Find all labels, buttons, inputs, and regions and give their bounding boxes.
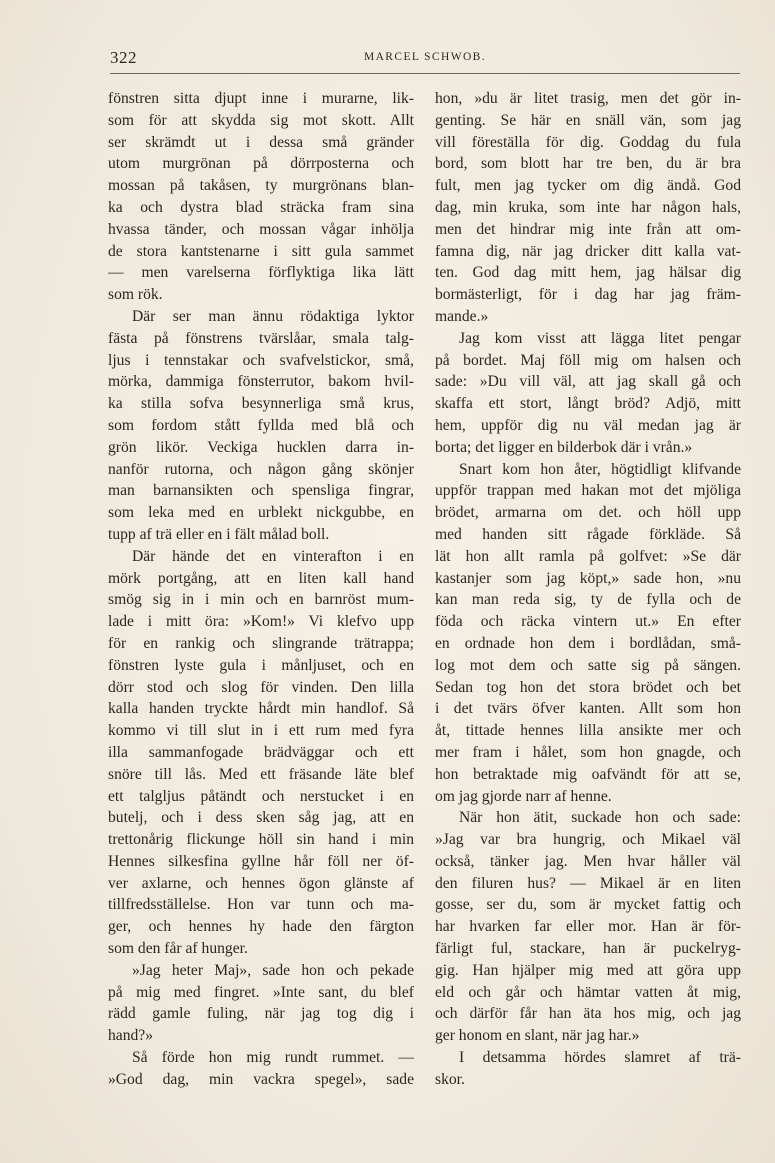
text-line: och därför får han äta hos mig, och jag	[435, 1005, 741, 1023]
text-line: Där ser man ännu rödaktiga lyktor	[132, 307, 414, 325]
text-line: ka stilla sofva besynnerliga små krus,	[108, 395, 414, 413]
text-line: dörr stod och slog för vinden. Den lilla	[108, 678, 414, 696]
text-line: som fordom stått fyllda med blå och	[108, 416, 414, 434]
text-line: fult, men jag tycker om dig ändå. God	[435, 177, 741, 195]
text-line: uppför trappan med hakan mot det mjöliga	[435, 482, 741, 500]
text-line: Snart kom hon åter, högtidligt klifvande	[459, 460, 741, 478]
text-line: ten. God dag mitt hem, jag hälsar dig	[435, 264, 741, 282]
text-line: tillfredsställelse. Hon var tunn och ma-	[108, 896, 414, 914]
page-number: 322	[110, 48, 137, 67]
right-column	[435, 88, 741, 1091]
running-head: MARCEL SCHWOB.	[363, 51, 487, 63]
text-line: Hennes silkesfina gyllne hår föll ner öf-	[108, 852, 414, 870]
text-line: mer fram i hålet, som hon gnagde, och	[435, 743, 741, 761]
text-line: — men varelserna förflyktiga lika lätt	[108, 264, 414, 282]
text-line: butelj, och i dess sken såg jag, att en	[108, 809, 414, 827]
text-line: ser skrämdt ut i dessa små gränder	[108, 133, 414, 151]
text-line: hem, uppför dig nu väl medan jag är	[435, 416, 741, 434]
text-line: man barnansikten och spensliga fingrar,	[108, 482, 414, 500]
text-line: brödet, armarna om det. och höll upp	[435, 504, 741, 522]
text-line: nanför rutorna, och någon gång skönjer	[108, 460, 414, 478]
text-line: Där hände det en vinterafton i en	[132, 547, 414, 565]
text-line: mossan på takåsen, ty murgrönans blan-	[108, 177, 414, 195]
text-line: »God dag, min vackra spegel», sade	[108, 1070, 414, 1088]
text-line: skaffa ett stort, långt bröd? Adjö, mitt	[435, 395, 741, 413]
text-line: fönstren sitta djupt inne i murarne, lik-	[108, 90, 414, 107]
text-line: lade i mitt öra: »Kom!» Vi klefvo upp	[108, 613, 414, 631]
text-line: på bordet. Maj föll mig om halsen och	[435, 351, 741, 369]
text-line: kastanjer som jag köpt,» sade hon, »nu	[435, 569, 741, 587]
text-line: snöre till lås. Med ett fräsande läte blef	[108, 765, 414, 783]
text-line: kommo vi till slut in i ett rum med fyra	[108, 722, 414, 740]
text-line: den filuren hus? — Mikael är en liten	[435, 874, 741, 892]
text-line: tupp af trä eller en i fält målad boll.	[108, 525, 330, 543]
text-line: trettonårig flickunge höll sin hand i min	[108, 831, 414, 849]
text-line: gig. Han hjälper mig med att göra upp	[435, 961, 741, 979]
text-line: ljus i tennstakar och svafvelstickor, små,	[108, 351, 414, 369]
text-line: mörka, dammiga fönsterrutor, bakom hvil-	[108, 373, 414, 391]
text-line: i det tvärs öfver kanten. Allt som hon	[435, 700, 741, 718]
text-line: som den får af hunger.	[108, 940, 248, 958]
header-rule	[110, 73, 740, 74]
text-line: med handen sitt rågade förkläde. Så	[435, 525, 741, 543]
text-line: »Jag var bra hungrig, och Mikael väl	[435, 831, 741, 849]
text-line: bormästerligt, för i dag har jag främ-	[435, 286, 741, 304]
text-line: skor.	[435, 1070, 465, 1088]
text-line: bord, som blott har tre ben, du är bra	[435, 155, 741, 173]
text-line: ett talgljus påtändt och nerstucket i en	[108, 787, 414, 805]
text-line: mörk portgång, att en liten kall hand	[108, 569, 414, 587]
text-line: hand?»	[108, 1027, 154, 1045]
text-line: på mig med fingret. »Inte sant, du blef	[108, 983, 414, 1001]
text-line: Sedan tog hon det stora brödet och bet	[435, 678, 741, 696]
text-line: Så förde hon mig rundt rummet. —	[132, 1049, 414, 1067]
text-line: borta; det ligger en bilderbok där i vrån.»	[435, 438, 693, 456]
text-line: fästa på fönstrens tvärslåar, smala talg-	[108, 329, 414, 347]
text-line: rädd gamle fuling, när jag tog dig i	[108, 1005, 414, 1023]
text-line: också, tänker jag. Men hvar håller väl	[435, 852, 741, 870]
text-line: åt, tittade hennes lilla ansikte mer och	[435, 722, 741, 740]
text-line: föda och räcka vintern ut.» En efter	[435, 613, 741, 631]
text-line: ger, och hennes hy hade den färgton	[108, 918, 414, 936]
text-line: utom murgrönan på dörrposterna och	[108, 155, 414, 173]
text-line: ver axlarne, och hennes ögon glänste af	[108, 874, 414, 892]
text-line: grön likör. Veckiga hucklen darra in-	[108, 438, 414, 456]
text-line: lät hon allt ramla på golfvet: »Se där	[435, 547, 741, 565]
text-line: kalla handen tryckte hårdt min handlof. Så	[108, 700, 414, 718]
text-line: log mot dem och satte sig på sängen.	[435, 656, 741, 674]
text-line: som leka med en urblekt nickgubbe, en	[108, 504, 414, 522]
text-line: de stora kantstenarne i sitt gula sammet	[108, 242, 414, 260]
text-line: hvassa tänder, och mossan vågar inhölja	[108, 220, 414, 238]
text-line: vill föreställa för dig. Goddag du fula	[435, 133, 741, 151]
text-line: fönstren lyste gula i månljuset, och en	[108, 656, 414, 674]
text-line: famna dig, när jag dricker ditt kalla vat-	[435, 242, 741, 260]
text-line: har hvarken far eller mor. Han är för-	[435, 918, 741, 936]
text-line: Jag kom visst att lägga litet pengar	[459, 329, 741, 347]
text-line: sade: »Du vill väl, att jag skall gå och	[435, 373, 741, 391]
text-line: hon, »du är litet trasig, men det gör in-	[435, 90, 741, 107]
text-line: som rök.	[108, 286, 163, 304]
text-line: eld och går och hämtar vatten åt mig,	[435, 983, 741, 1001]
text-line: gosse, ser du, som är mycket fattig och	[435, 896, 741, 914]
text-line: ka och dystra blad sträcka fram sina	[108, 198, 414, 216]
page-header	[110, 48, 740, 72]
text-line: illa sammanfogade brädväggar och ett	[108, 743, 414, 761]
text-line: smög sig in i min och en barnröst mum-	[108, 591, 414, 609]
text-line: dag, min kruka, som inte har någon hals,	[435, 198, 741, 216]
text-line: som för att skydda sig mot skott. Allt	[108, 111, 414, 129]
text-line: hon betraktade mig oafvändt för att se,	[435, 765, 741, 783]
text-line: men det hindrar mig inte från att om-	[435, 220, 741, 238]
text-line: I detsamma hördes slamret af trä-	[459, 1049, 741, 1067]
text-line: genting. Se här en snäll vän, som jag	[435, 111, 741, 129]
text-line: ger honom en slant, när jag har.»	[435, 1027, 640, 1045]
text-line: »Jag heter Maj», sade hon och pekade	[132, 961, 414, 979]
text-line: kan man reda sig, ty de fylla och de	[435, 591, 741, 609]
text-line: mande.»	[435, 307, 489, 325]
text-line: om jag gjorde narr af henne.	[435, 787, 612, 805]
text-line: När hon ätit, suckade hon och sade:	[459, 809, 741, 827]
text-line: för en rankig och slingrande trätrappa;	[108, 634, 414, 652]
left-column	[108, 88, 414, 1091]
text-line: färligt ful, stackare, han är puckelryg-	[435, 940, 741, 958]
text-line: en ordnade hon dem i bordlådan, små-	[435, 634, 741, 652]
